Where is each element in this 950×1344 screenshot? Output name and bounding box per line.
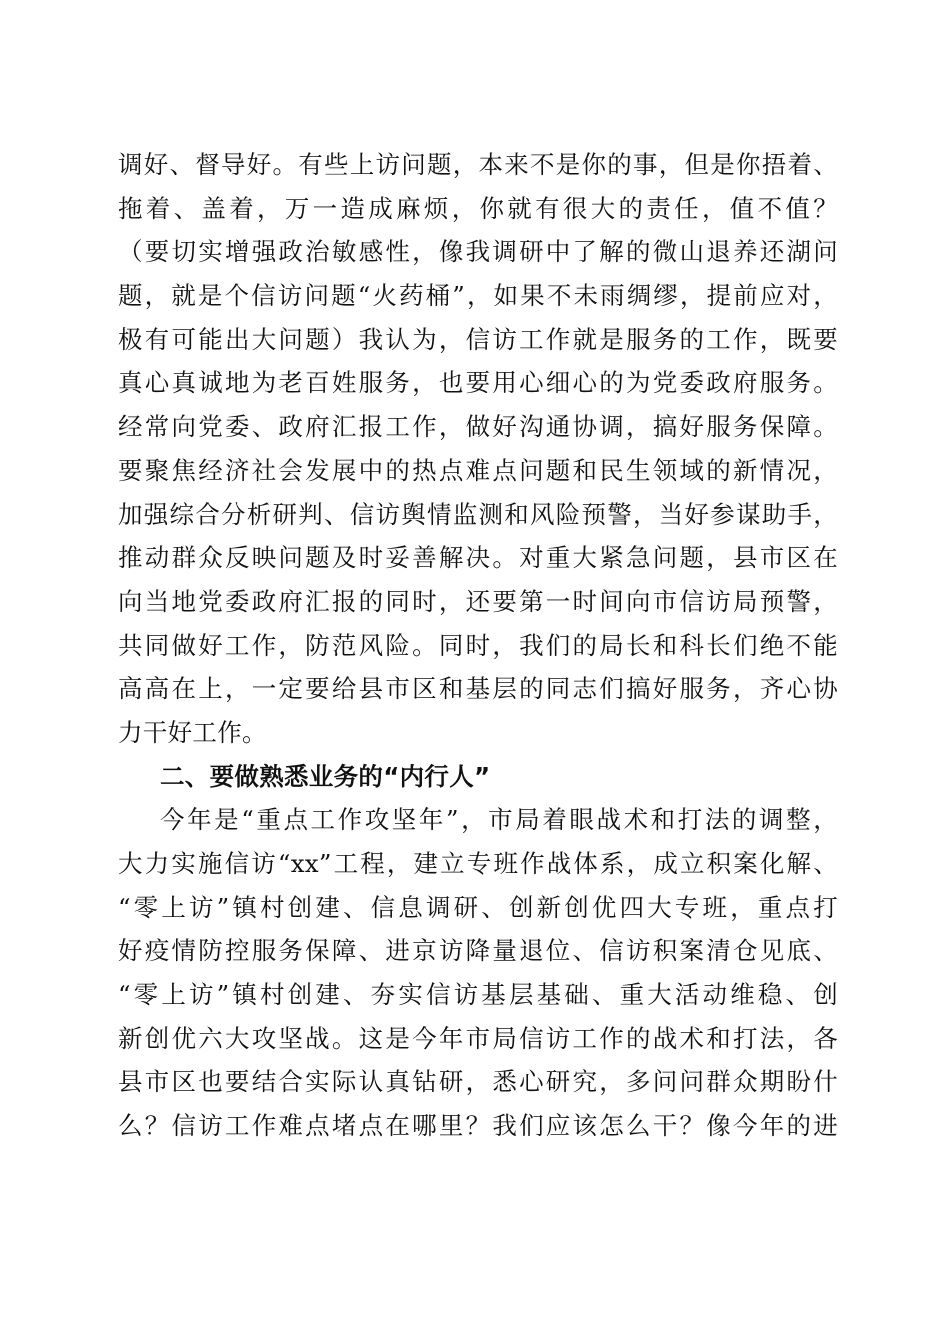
paragraph-line: 要聚焦经济社会发展中的热点难点问题和民生领域的新情况，: [118, 455, 838, 485]
paragraph-line: 今年是“重点工作攻坚年”，市局着眼战术和打法的调整，: [160, 805, 838, 835]
document-body: [118, 143, 838, 1148]
paragraph-line: 经常向党委、政府汇报工作，做好沟通协调，搞好服务保障。: [118, 412, 838, 442]
paragraph-line: 向当地党委政府汇报的同时，还要第一时间向市信访局预警，: [118, 586, 838, 616]
paragraph-line: 极有可能出大问题）我认为，信访工作就是服务的工作，既要: [118, 324, 838, 354]
section-heading: 二、要做熟悉业务的“内行人”: [160, 761, 491, 791]
paragraph-line: 拖着、盖着，万一造成麻烦，你就有很大的责任，值不值？: [118, 193, 838, 223]
paragraph-line: 推动群众反映问题及时妥善解决。对重大紧急问题，县市区在: [118, 543, 838, 573]
paragraph-line: 调好、督导好。有些上访问题，本来不是你的事，但是你捂着、: [118, 150, 838, 179]
paragraph-line: “零上访”镇村创建、信息调研、创新创优四大专班，重点打: [118, 892, 838, 922]
paragraph-line: 真心真诚地为老百姓服务，也要用心细心的为党委政府服务。: [118, 368, 838, 398]
paragraph-line: 大力实施信访“xx”工程，建立专班作战体系，成立积案化解、: [118, 849, 838, 878]
paragraph-line: 高高在上，一定要给县市区和基层的同志们搞好服务，齐心协: [118, 674, 838, 704]
paragraph-line: 新创优六大攻坚战。这是今年市局信访工作的战术和打法，各: [118, 1023, 838, 1053]
paragraph-line: 么？信访工作难点堵点在哪里？我们应该怎么干？像今年的进: [118, 1111, 838, 1141]
paragraph-line: 加强综合分析研判、信访舆情监测和风险预警，当好参谋助手，: [118, 499, 838, 529]
paragraph-line: 共同做好工作，防范风险。同时，我们的局长和科长们绝不能: [118, 630, 838, 660]
paragraph-line: （要切实增强政治敏感性，像我调研中了解的微山退养还湖问: [118, 237, 838, 267]
paragraph-line: 力干好工作。: [118, 717, 267, 747]
paragraph-line: 好疫情防控服务保障、进京访降量退位、信访积案清仓见底、: [118, 936, 838, 966]
paragraph-line: 县市区也要结合实际认真钻研，悉心研究，多问问群众期盼什: [118, 1067, 838, 1097]
paragraph-line: “零上访”镇村创建、夯实信访基层基础、重大活动维稳、创: [118, 980, 838, 1010]
paragraph-line: 题，就是个信访问题“火药桶”，如果不未雨绸缪，提前应对，: [118, 281, 838, 311]
